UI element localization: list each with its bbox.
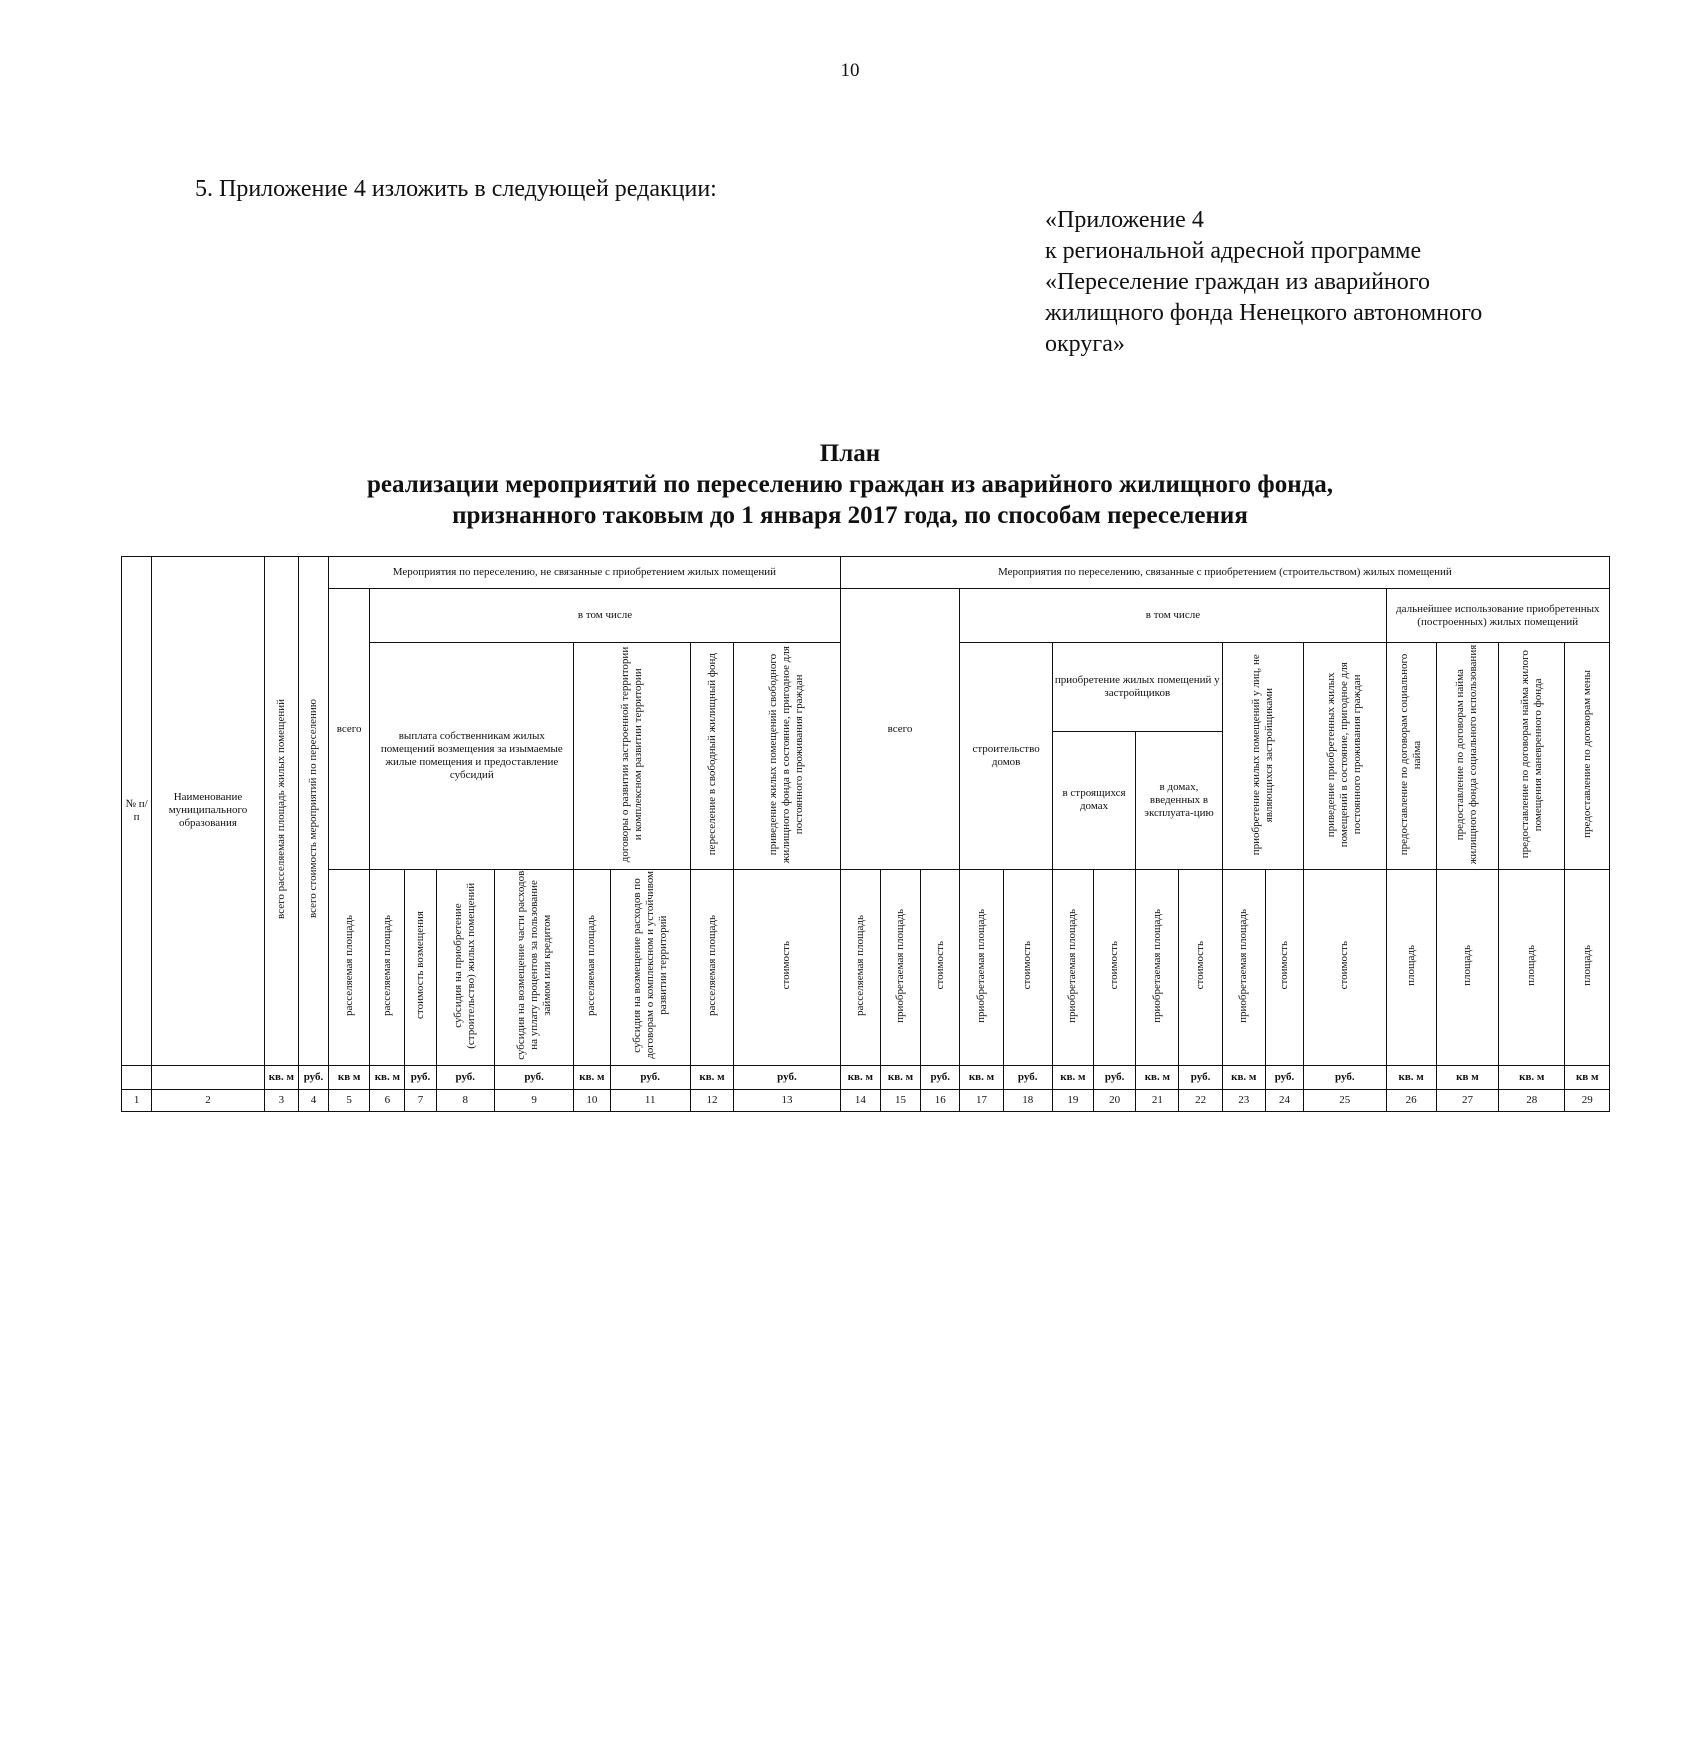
unit-cell: кв. м: [840, 1065, 880, 1089]
column-number-cell: 6: [370, 1089, 405, 1111]
column-number-cell: 12: [690, 1089, 733, 1111]
unit-cell: кв. м: [264, 1065, 298, 1089]
plan-title: [150, 438, 1550, 531]
contracts-header: договоры о развитии застроенной территории и комплексном развитии территории: [574, 643, 691, 870]
column-number-cell: 16: [921, 1089, 960, 1111]
unit-cell: кв м: [1565, 1065, 1610, 1089]
unit-cell: руб.: [494, 1065, 573, 1089]
unit-cell: кв м: [329, 1065, 370, 1089]
appendix-line: «Приложение 4: [1045, 207, 1204, 233]
column-number-cell: 17: [960, 1089, 1003, 1111]
sub-header: расселяемая площадь: [329, 870, 370, 1066]
unit-cell: руб.: [610, 1065, 690, 1089]
plan-table: [121, 556, 1610, 1112]
column-number-cell: 18: [1003, 1089, 1052, 1111]
sub-header: стоимость: [1265, 870, 1303, 1066]
in-commissioned-header: в домах, введенных в эксплуата-цию: [1136, 731, 1222, 869]
appendix-line: жилищного фонда Ненецкого автономного: [1045, 300, 1483, 326]
sub-header: приобретаемая площадь: [960, 870, 1003, 1066]
page-number: 10: [840, 60, 860, 81]
unit-cell: кв. м: [1136, 1065, 1179, 1089]
unit-cell: кв. м: [370, 1065, 405, 1089]
sub-header: площадь: [1436, 870, 1498, 1066]
title-line: реализации мероприятий по переселению граждан из аварийного жилищного фонда,: [366, 471, 1334, 498]
column-number-cell: 14: [840, 1089, 880, 1111]
unit-cell: кв. м: [690, 1065, 733, 1089]
unit-cell: руб.: [436, 1065, 494, 1089]
in-building-header: в строящихся домах: [1052, 731, 1135, 869]
unit-cell: кв. м: [1386, 1065, 1436, 1089]
column-number-cell: 1: [122, 1089, 152, 1111]
units-row: [122, 1065, 1610, 1089]
unit-cell: руб.: [1304, 1065, 1386, 1089]
construction-header: строительство домов: [960, 643, 1052, 870]
sub-header: приобретаемая площадь: [1136, 870, 1179, 1066]
column-number-cell: 19: [1052, 1089, 1093, 1111]
sub-header: расселяемая площадь: [840, 870, 880, 1066]
exchange-header: предоставление по договорам мены: [1565, 643, 1610, 870]
unit-cell: кв. м: [574, 1065, 610, 1089]
column-number-cell: 28: [1499, 1089, 1565, 1111]
column-number-cell: 25: [1304, 1089, 1386, 1111]
column-number-cell: 24: [1265, 1089, 1303, 1111]
sub-header: площадь: [1499, 870, 1565, 1066]
sub-header: стоимость: [1179, 870, 1222, 1066]
appendix-line: «Переселение граждан из аварийного: [1045, 269, 1431, 295]
unit-cell: кв. м: [880, 1065, 920, 1089]
sub-header: стоимость: [1094, 870, 1136, 1066]
unit-cell-empty: [122, 1065, 152, 1089]
group-b-in-total: в том числе: [960, 589, 1386, 643]
social-header: предоставление по договорам социального найма: [1386, 643, 1436, 870]
unit-cell: руб.: [1003, 1065, 1052, 1089]
maneuver-header: предоставление по договорам найма жилого помещения маневренного фонда: [1499, 643, 1565, 870]
column-number-cell: 2: [152, 1089, 265, 1111]
group-a-total: всего: [329, 589, 370, 870]
acq-other-header: приобретение жилых помещений у лиц, не являющихся застройщиками: [1222, 643, 1303, 870]
column-number-cell: 29: [1565, 1089, 1610, 1111]
unit-cell: кв. м: [1052, 1065, 1093, 1089]
free-fund-header: переселение в свободный жилищный фонд: [690, 643, 733, 870]
unit-cell: руб.: [921, 1065, 960, 1089]
sub-header: приобретаемая площадь: [880, 870, 920, 1066]
column-number-cell: 5: [329, 1089, 370, 1111]
payment-header: выплата собственникам жилых помещений возмещения за изымаемые жилые помещения и предоставление субсидий: [370, 643, 574, 870]
sub-header: приобретаемая площадь: [1222, 870, 1265, 1066]
unit-cell: руб.: [1179, 1065, 1222, 1089]
unit-cell: руб.: [1094, 1065, 1136, 1089]
social-use-header: предоставление по договорам найма жилищного фонда социального использования: [1436, 643, 1498, 870]
column-number-cell: 26: [1386, 1089, 1436, 1111]
appendix-reference: [1045, 205, 1482, 360]
unit-cell-empty: [152, 1065, 265, 1089]
column-number-cell: 9: [494, 1089, 573, 1111]
group-a-header: Мероприятия по переселению, не связанные с приобретением жилых помещений: [329, 557, 841, 589]
appendix-line: округа»: [1045, 331, 1125, 357]
sub-header: субсидия на возмещение части расходов на уплату процентов за пользование займом или кредитом: [494, 870, 573, 1066]
sub-header: стоимость: [1003, 870, 1052, 1066]
further-use-header: дальнейшее использование приобретенных (построенных) жилых помещений: [1386, 589, 1609, 643]
instruction-text: 5. Приложение 4 изложить в следующей редакции:: [195, 176, 717, 202]
numbers-row: [122, 1089, 1610, 1111]
acq-dev-header: приобретение жилых помещений у застройщиков: [1052, 643, 1222, 731]
unit-cell: кв. м: [960, 1065, 1003, 1089]
bring-acq-header: приведение приобретенных жилых помещений в состояние, пригодное для постоянного проживания граждан: [1304, 643, 1386, 870]
col-name-header: Наименование муниципального образования: [152, 557, 265, 1066]
unit-cell: руб.: [734, 1065, 841, 1089]
column-number-cell: 10: [574, 1089, 610, 1111]
unit-cell: руб.: [298, 1065, 328, 1089]
unit-cell: руб.: [405, 1065, 436, 1089]
title-line: признанного таковым до 1 января 2017 года, по способам переселения: [452, 502, 1248, 529]
sub-header: расселяемая площадь: [370, 870, 405, 1066]
sub-header: стоимость возмещения: [405, 870, 436, 1066]
group-b-total: всего: [840, 589, 960, 870]
col-num-header: № п/п: [122, 557, 152, 1066]
sub-header: субсидия на приобретение (строительство) жилых помещений: [436, 870, 494, 1066]
sub-header: площадь: [1565, 870, 1610, 1066]
column-number-cell: 11: [610, 1089, 690, 1111]
sub-header: стоимость: [921, 870, 960, 1066]
column-number-cell: 27: [1436, 1089, 1498, 1111]
unit-cell: руб.: [1265, 1065, 1303, 1089]
sub-header: стоимость: [734, 870, 841, 1066]
column-number-cell: 22: [1179, 1089, 1222, 1111]
column-number-cell: 13: [734, 1089, 841, 1111]
col-total-area-header: всего расселяемая площадь жилых помещений: [264, 557, 298, 1066]
column-number-cell: 4: [298, 1089, 328, 1111]
sub-header: расселяемая площадь: [690, 870, 733, 1066]
column-number-cell: 21: [1136, 1089, 1179, 1111]
sub-header: площадь: [1386, 870, 1436, 1066]
sub-header: приобретаемая площадь: [1052, 870, 1093, 1066]
column-number-cell: 23: [1222, 1089, 1265, 1111]
column-number-cell: 8: [436, 1089, 494, 1111]
col-total-cost-header: всего стоимость мероприятий по переселению: [298, 557, 328, 1066]
sub-header: субсидия на возмещение расходов по договорам о комплексном и устойчивом развитии территорий: [610, 870, 690, 1066]
unit-cell: кв. м: [1499, 1065, 1565, 1089]
column-number-cell: 20: [1094, 1089, 1136, 1111]
unit-cell: кв м: [1436, 1065, 1498, 1089]
column-number-cell: 3: [264, 1089, 298, 1111]
sub-header: расселяемая площадь: [574, 870, 610, 1066]
title-line: План: [819, 440, 881, 467]
group-b-header: Мероприятия по переселению, связанные с приобретением (строительством) жилых помещений: [840, 557, 1609, 589]
unit-cell: кв. м: [1222, 1065, 1265, 1089]
sub-header: стоимость: [1304, 870, 1386, 1066]
appendix-line: к региональной адресной программе: [1045, 238, 1422, 264]
column-number-cell: 15: [880, 1089, 920, 1111]
group-a-in-total: в том числе: [370, 589, 840, 643]
bringing-header: приведение жилых помещений свободного жилищного фонда в состояние, пригодное для постоянного проживания граждан: [734, 643, 841, 870]
column-number-cell: 7: [405, 1089, 436, 1111]
